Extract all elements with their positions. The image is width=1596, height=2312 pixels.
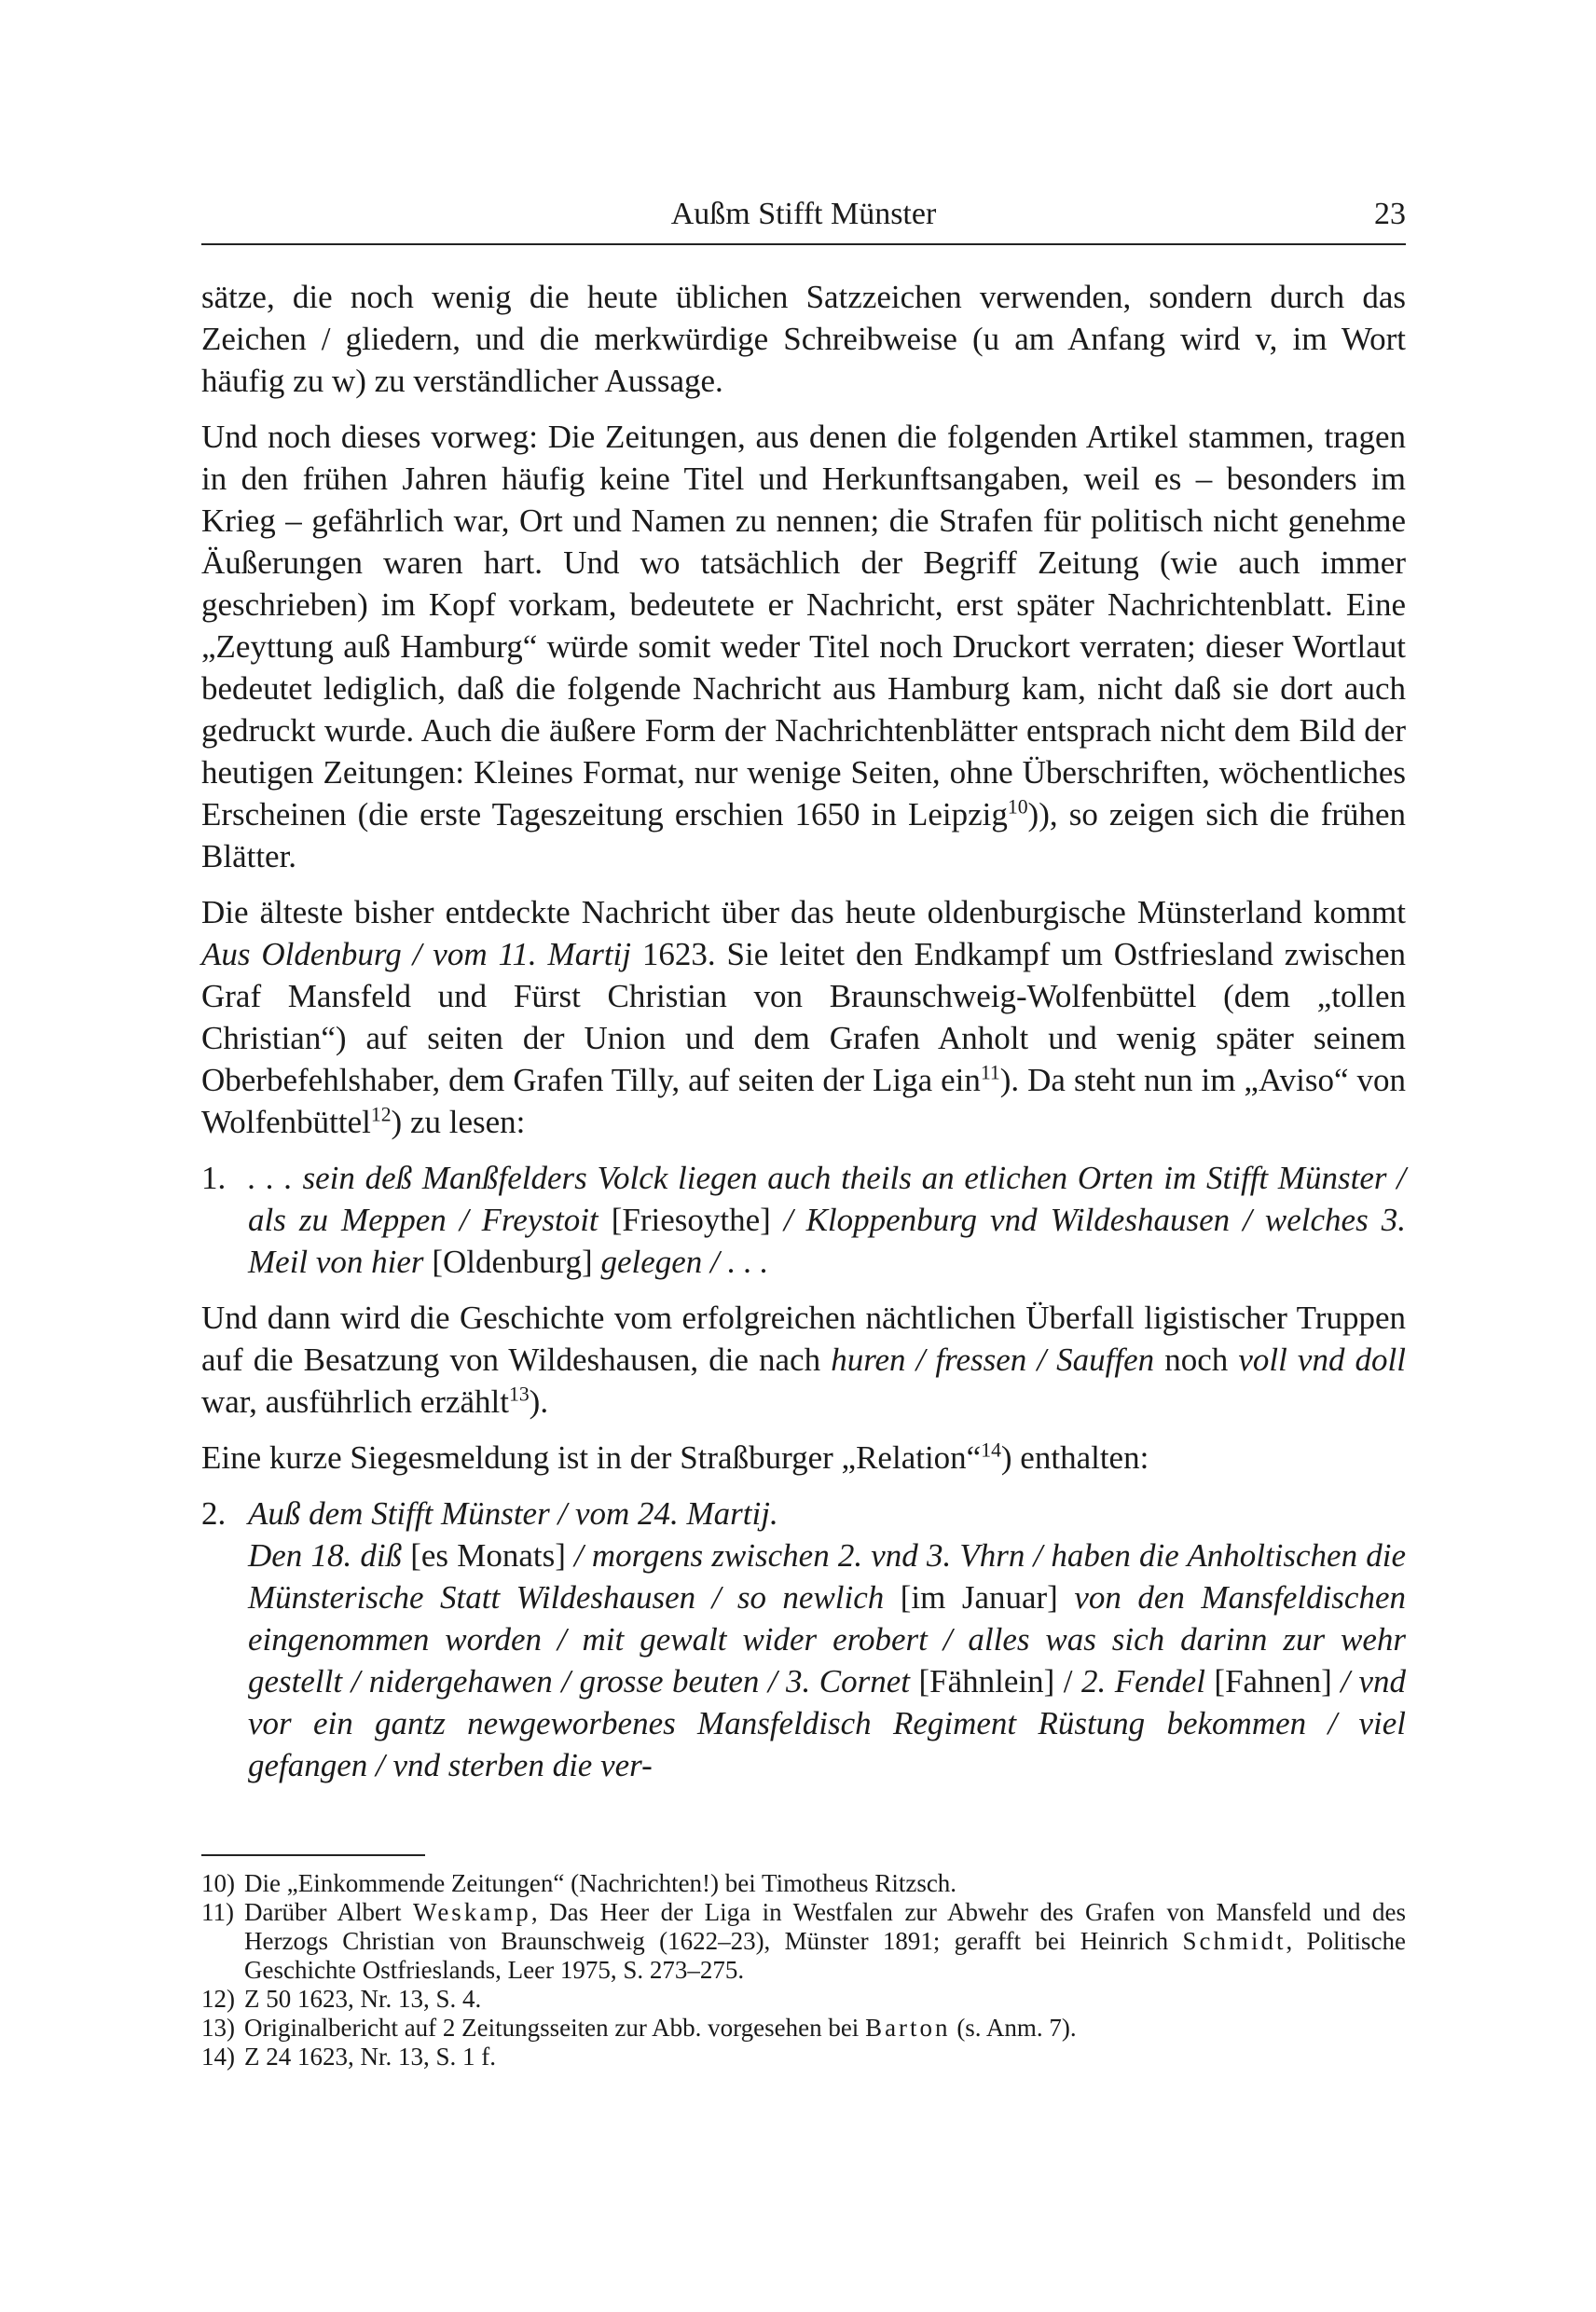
paragraph-4: Und dann wird die Geschichte vom erfolgreichen nächtlichen Überfall ligistischer Truppen auf die Besatzung von Wildeshausen, die nach huren / fressen / Sauffen noch voll vnd doll war, ausführlich erzählt$^{13}$).: [201, 1300, 1406, 1420]
page-header: [201, 191, 1406, 245]
footnote-ref-10: 10: [1007, 795, 1028, 819]
footnote-12: 12) Z 50 1623, Nr. 13, S. 4.: [201, 1985, 482, 2013]
running-title: Außm Stifft Münster: [670, 197, 937, 231]
footnote-13: 13) Originalbericht auf 2 Zeitungsseiten zur Abb. vorgesehen bei Barton (s. Anm. 7).: [201, 2014, 1077, 2042]
quote-number: 1.: [201, 1160, 227, 1196]
paragraph-2: Und noch dieses vorweg: Die Zeitungen, aus denen die folgenden Artikel stammen, tragen in den frühen Jahren häufig keine Titel und Herkunftsangaben, weil es – besonders im Krieg – gefährlich war, Ort und Namen zu nennen; die Strafen für politisch nicht genehme Äußerungen waren hart. Und wo tatsächlich der Begriff Zeitung (wie auch immer geschrieben) im Kopf vorkam, bedeutete er Nachricht, erst später Nachrichtenblatt. Eine „Zeyttung auß Hamburg“ würde somit weder Titel noch Druckort verraten; dieser Wortlaut bedeutet lediglich, daß die folgende Nachricht aus Hamburg kam, nicht daß sie dort auch gedruckt wurde. Auch die äußere Form der Nachrichtenblätter entsprach nicht dem Bild der heutigen Zeitungen: Kleines Format, nur wenige Seiten, ohne Überschriften, wöchentliches Erscheinen (die erste Tageszeitung erschien 1650 in Leipzig$^{10}$)), so zeigen sich die frühen Blätter.: [201, 419, 1407, 874]
paragraph-3: Die älteste bisher entdeckte Nachricht über das heute oldenburgische Münsterland kommt Aus Oldenburg / vom 11. Martij 1623. Sie leitet den Endkampf um Ostfriesland zwischen Graf Mansfeld und Fürst Christian von Braunschweig-Wolfenbüttel (dem „tollen Christian“) auf seiten der Union und dem Grafen Anholt und wenig später seinem Oberbefehlshaber, dem Grafen Tilly, auf seiten der Liga ein$^{11}$). Da steht nun im „Aviso“ von Wolfenbüttel$^{12}$) zu lesen:: [201, 894, 1406, 1140]
paragraph-1: sätze, die noch wenig die heute üblichen Satzzeichen verwenden, sondern durch das Zeichen / gliedern, und die merkwürdige Schreibweise (u am Anfang wird v, im Wort häufig zu w) zu verständlicher Aussage.: [201, 279, 1406, 399]
footnote-ref-14: 14: [981, 1438, 1001, 1462]
footnote-ref-11: 11: [980, 1061, 1000, 1084]
body-text: [201, 276, 1406, 1800]
quote-heading: Auß dem Stifft Münster / vom 24. Martij.: [248, 1495, 778, 1532]
footnote-ref-13: 13: [508, 1383, 530, 1406]
quote-2: 2. Auß dem Stifft Münster / vom 24. Martij. Den 18. diß [es Monats] / morgens zwischen 2. vnd 3. Vhrn / haben die Anholtischen die Münsterische Statt Wildeshausen / so newlich [im Januar] von den Mansfeldischen eingenommen worden / mit gewalt wider erobert / alles was sich darinn zur wehr gestellt / nidergehawen / grosse beuten / 3. Cornet [Fähnlein] / 2. Fendel [Fahnen] / vnd vor ein gantz newgeworbenes Mansfeldisch Regiment Rüstung bekommen / viel gefangen / vnd sterben die ver-: [201, 1493, 1406, 1786]
footnote-rule: [201, 1854, 425, 1856]
footnote-10: 10) Die „Einkommende Zeitungen“ (Nachrichten!) bei Timotheus Ritzsch.: [201, 1869, 957, 1897]
quote-1: 1. . . . sein deß Manßfelders Volck liegen auch theils an etlichen Orten im Stifft Münster / als zu Meppen / Freystoit [Friesoythe] / Kloppenburg vnd Wildeshausen / welches 3. Meil von hier [Oldenburg] gelegen / . . .: [201, 1157, 1406, 1283]
footnote-ref-12: 12: [370, 1103, 392, 1126]
paragraph-5: Eine kurze Siegesmeldung ist in der Straßburger „Relation“$^{14}$) enthalten:: [201, 1438, 1149, 1476]
footnote-14: 14) Z 24 1623, Nr. 13, S. 1 f.: [201, 2043, 496, 2071]
page-number: 23: [1374, 197, 1406, 231]
footnote-11: 11) Darüber Albert Weskamp, Das Heer der Liga in Westfalen zur Abwehr des Grafen von Mansfeld und des Herzogs Christian von Braunschweig (1622–23), Münster 1891; gerafft bei Heinrich Schmidt, Politische Geschichte Ostfrieslands, Leer 1975, S. 273–275.: [201, 1898, 1407, 1984]
quote-number: 2.: [201, 1495, 227, 1532]
footnotes: [201, 1869, 1406, 2071]
